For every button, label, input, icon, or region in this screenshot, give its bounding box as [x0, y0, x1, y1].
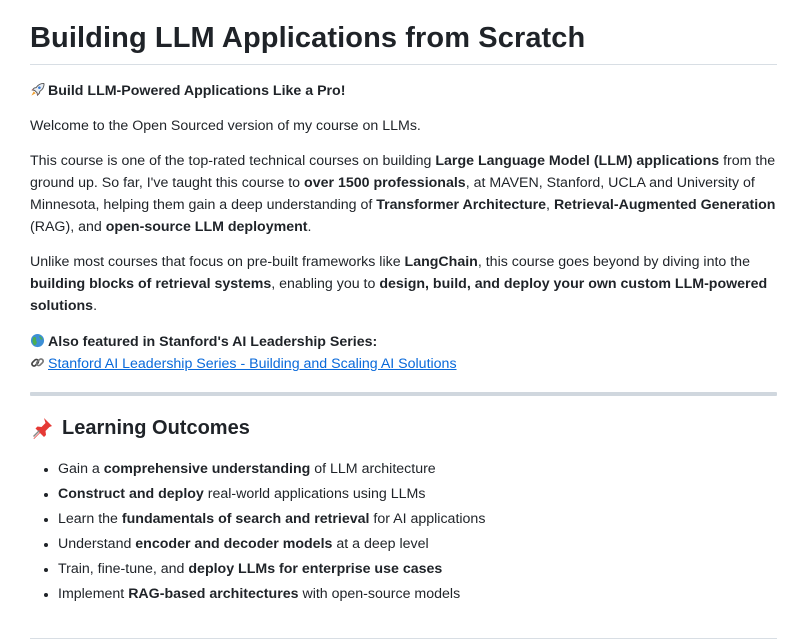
- page-title: Building LLM Applications from Scratch: [30, 0, 777, 65]
- globe-icon: [30, 331, 48, 353]
- welcome-text: Welcome to the Open Sourced version of my course on LLMs.: [30, 118, 421, 134]
- featured-note: Also featured in Stanford's AI Leadership Series: Stanford AI Leadership Series - Building and Scaling AI Solutions: [30, 331, 777, 375]
- list-item: • Construct and deploy real-world applications using LLMs: [58, 482, 777, 507]
- list-item: • Learn the fundamentals of search and retrieval for AI applications: [58, 507, 777, 532]
- list-item: • Understand encoder and decoder models at a deep level: [58, 532, 777, 557]
- course-description: This course is one of the top-rated technical courses on building Large Language Model (LLM) applications from the ground up. So far, I've taught this course to over 1500 professionals, at MAVEN, Stanford, UCLA and University of Minnesota, helping them gain a deep understanding of Transformer Architecture, Retrieval-Augmented Generation (RAG), and open-source LLM deployment.: [30, 153, 776, 235]
- outcomes-list: [30, 457, 777, 607]
- learning-outcomes-heading: Learning Outcomes: [30, 416, 777, 440]
- list-item: • Gain a comprehensive understanding of LLM architecture: [58, 457, 777, 482]
- pushpin-icon: [30, 416, 54, 440]
- list-item: • Train, fine-tune, and deploy LLMs for enterprise use cases: [58, 557, 777, 582]
- section-divider: [30, 392, 777, 396]
- list-item: • Implement RAG-based architectures with open-source models: [58, 582, 777, 607]
- course-differentiator: Unlike most courses that focus on pre-built frameworks like LangChain, this course goes beyond by diving into the building blocks of retrieval systems, enabling you to design, build, and deploy your own custom LLM-powered solutions.: [30, 254, 768, 314]
- tagline: Build LLM-Powered Applications Like a Pro!: [30, 80, 777, 102]
- rocket-icon: [30, 80, 48, 102]
- link-icon: [30, 353, 48, 375]
- bottom-divider: [30, 638, 777, 639]
- stanford-series-link[interactable]: Stanford AI Leadership Series - Building and Scaling AI Solutions: [48, 356, 457, 372]
